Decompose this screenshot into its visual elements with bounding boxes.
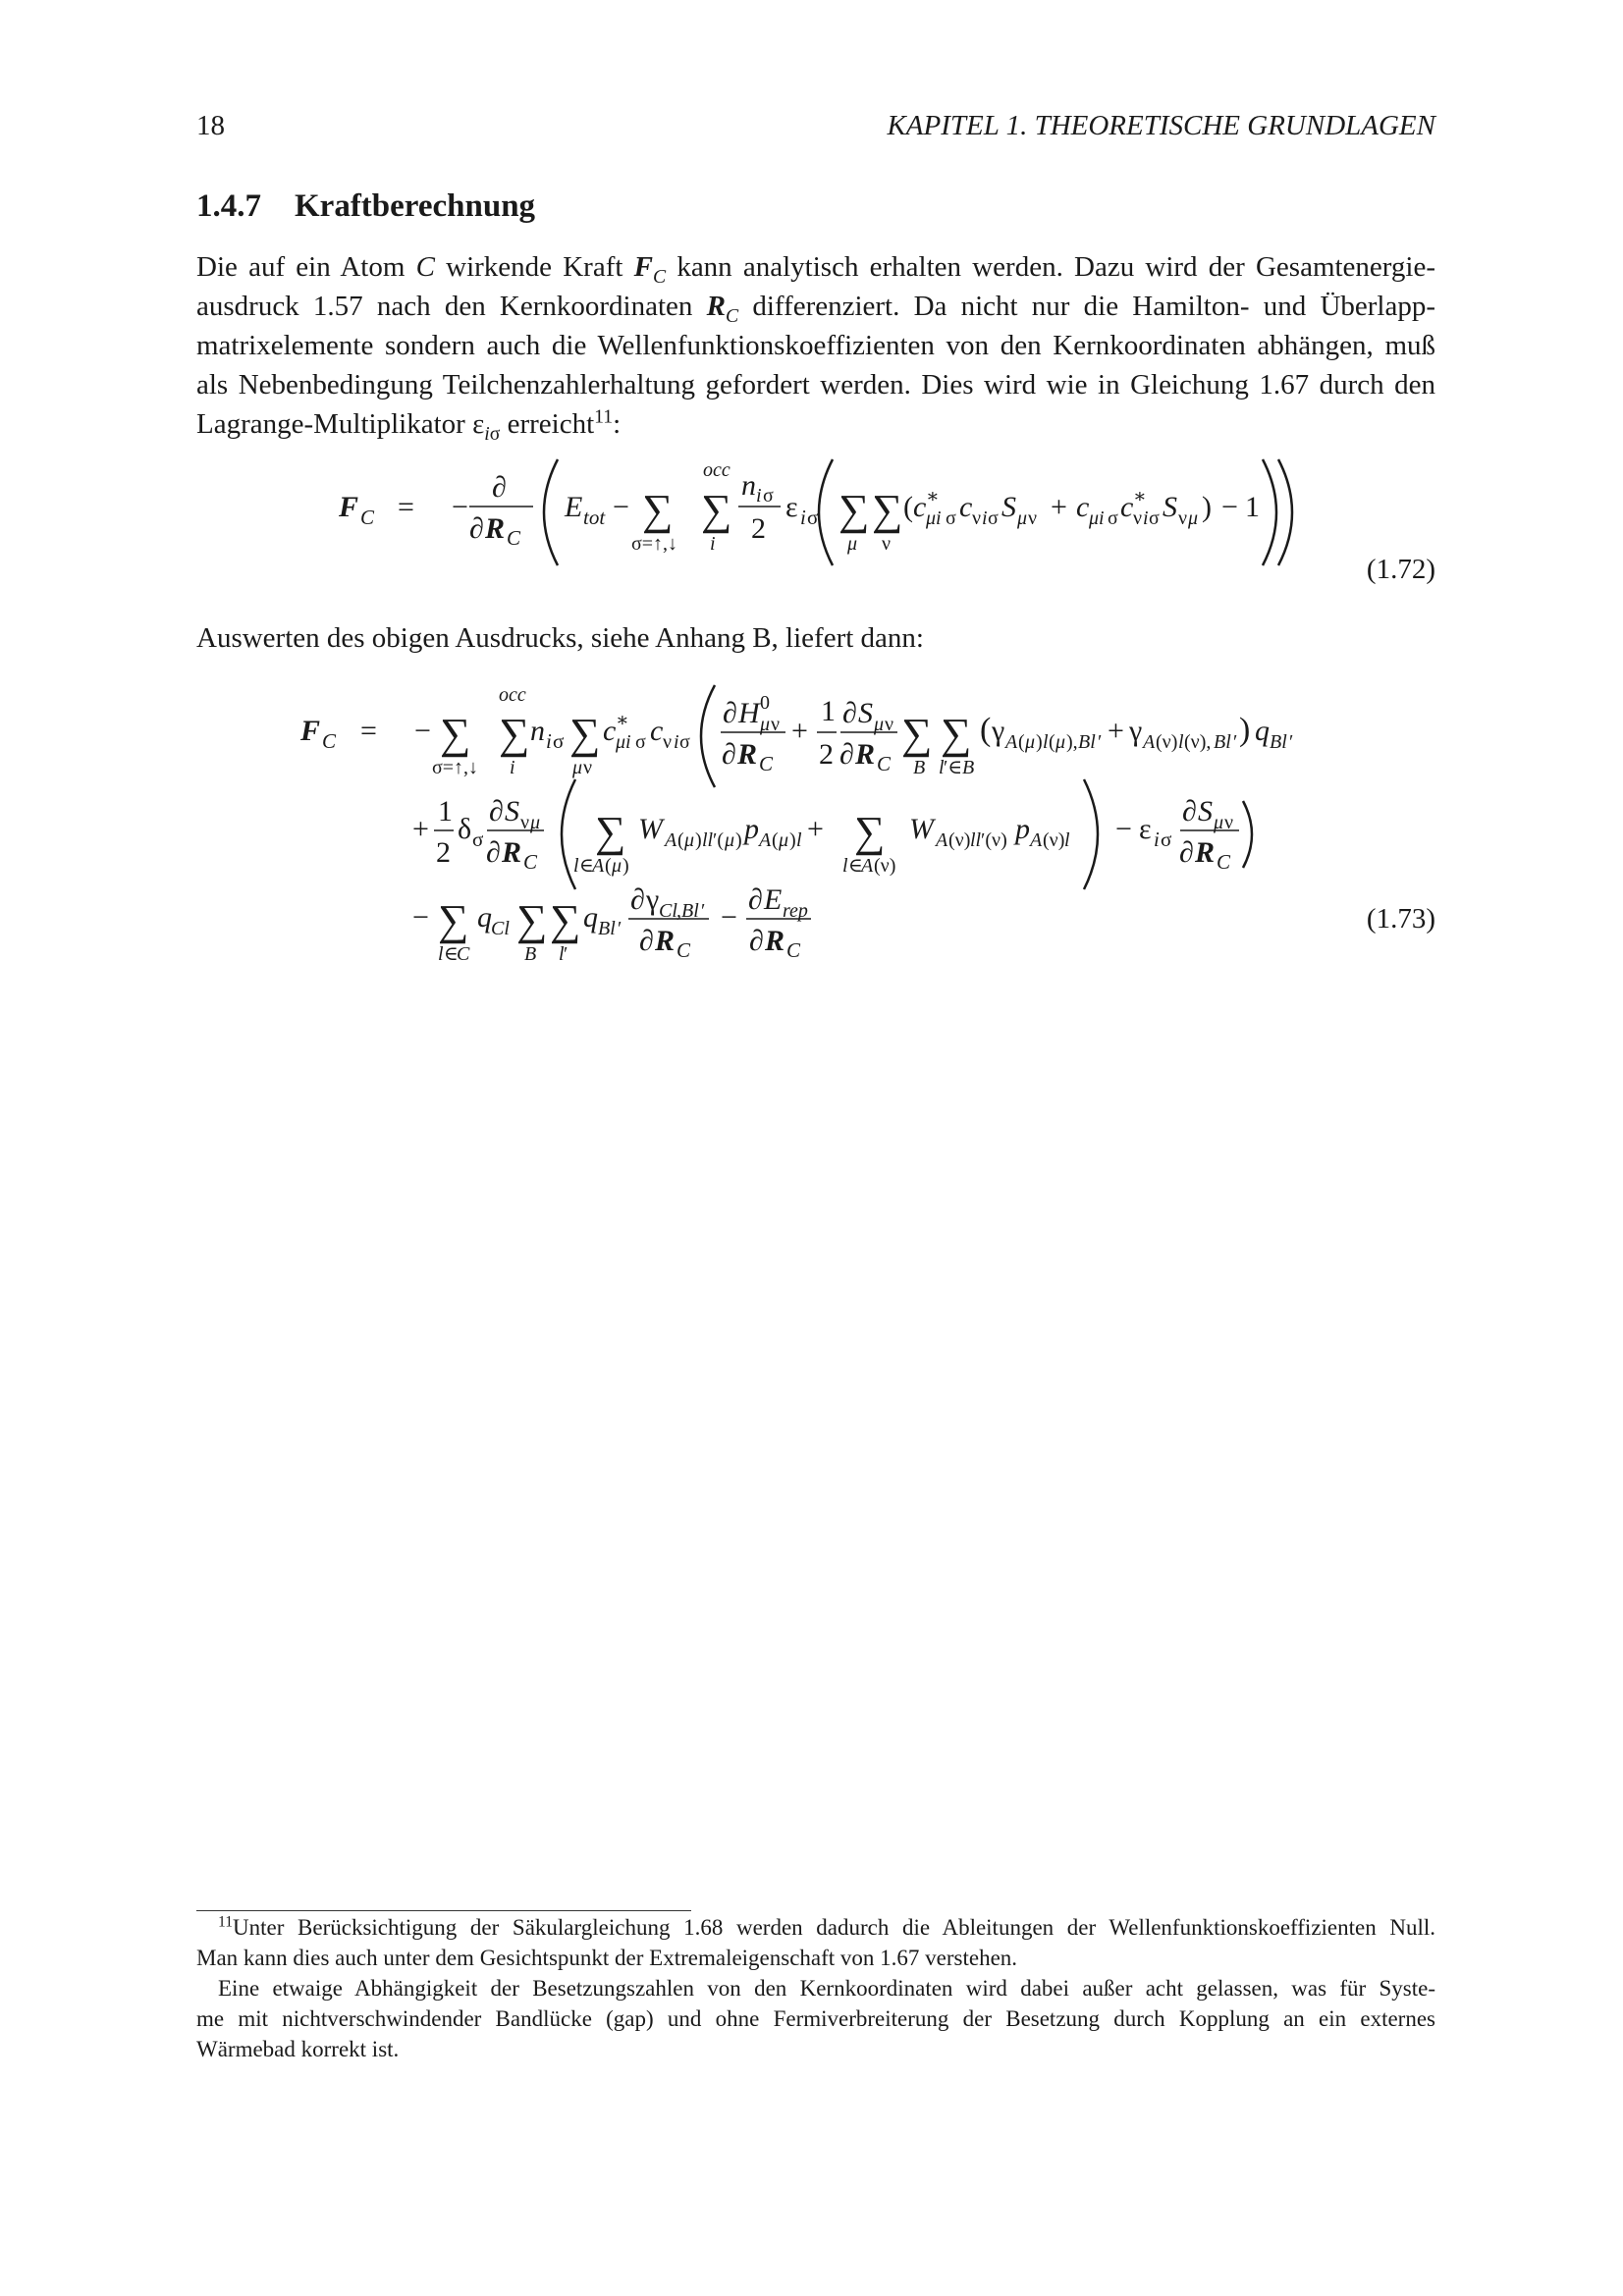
svg-text:): ): [622, 855, 629, 877]
svg-text:ν: ν: [663, 731, 673, 753]
svg-text:∂: ∂: [842, 697, 857, 729]
svg-text:∈: ∈: [444, 943, 459, 965]
svg-text:C: C: [457, 943, 470, 965]
svg-text:′∈: ′∈: [944, 757, 963, 778]
svg-text:′: ′: [1098, 731, 1103, 753]
svg-text:∑: ∑: [550, 896, 581, 944]
svg-text:μ: μ: [725, 829, 735, 851]
svg-text:(ν): (ν): [1156, 731, 1178, 753]
svg-text:σ=↑,↓: σ=↑,↓: [432, 757, 479, 778]
svg-text:σ: σ: [472, 828, 484, 851]
svg-text:∂: ∂: [630, 883, 645, 916]
svg-text:R: R: [737, 738, 758, 771]
svg-text:2: 2: [751, 512, 766, 545]
intro-paragraph: [196, 247, 1435, 444]
svg-text:F: F: [339, 491, 359, 523]
svg-text:+: +: [1108, 715, 1124, 747]
svg-text:σ: σ: [553, 729, 565, 753]
svg-text:ν: ν: [1133, 507, 1143, 529]
svg-text:ll: ll: [702, 829, 714, 851]
svg-text:): ): [1239, 712, 1251, 748]
svg-text:∂: ∂: [639, 925, 654, 957]
svg-text:l: l: [796, 829, 802, 851]
svg-text:i: i: [546, 729, 552, 753]
svg-text:C: C: [786, 938, 801, 962]
svg-text:l: l: [842, 855, 848, 877]
section-heading: [196, 188, 535, 225]
svg-text:−: −: [721, 901, 737, 934]
middle-paragraph: [196, 618, 1435, 658]
svg-text:E: E: [764, 883, 783, 916]
footnote-marker: 11: [594, 405, 614, 428]
svg-text:∈: ∈: [848, 855, 863, 877]
svg-text:γ: γ: [992, 715, 1005, 747]
svg-text:ε: ε: [1139, 813, 1152, 845]
svg-text:(: (: [677, 829, 684, 851]
svg-text:occ: occ: [703, 459, 730, 481]
svg-text:c: c: [959, 491, 973, 523]
svg-text:(ν): (ν): [948, 829, 971, 851]
svg-text:∑: ∑: [595, 808, 626, 856]
svg-text:ν: ν: [882, 533, 892, 555]
svg-text:W: W: [909, 813, 934, 845]
svg-text:∂: ∂: [492, 471, 507, 504]
svg-text:−: −: [613, 491, 629, 523]
svg-text:A: A: [665, 829, 677, 851]
svg-text:B: B: [962, 757, 975, 778]
svg-text:μ: μ: [612, 855, 622, 877]
svg-text:A: A: [1143, 731, 1156, 753]
svg-text:∈: ∈: [579, 855, 594, 877]
svg-text:c: c: [1120, 491, 1134, 523]
svg-text:μ: μ: [530, 812, 541, 833]
svg-text:q: q: [477, 901, 492, 934]
svg-text:σ: σ: [807, 506, 819, 529]
equation-number-1-72: (1.72): [1366, 554, 1435, 585]
svg-text:′: ′: [1289, 731, 1294, 753]
svg-text:∂: ∂: [489, 795, 504, 828]
svg-text:R: R: [765, 925, 785, 957]
svg-text:ν: ν: [520, 812, 530, 833]
footnote-rule: [196, 1910, 691, 1911]
svg-text:′(: ′(: [713, 829, 725, 851]
svg-text:i: i: [1154, 828, 1160, 851]
svg-text:∑: ∑: [516, 896, 548, 944]
svg-text:σ: σ: [763, 485, 774, 507]
svg-text:(: (: [772, 829, 779, 851]
svg-text:l: l: [1064, 829, 1070, 851]
svg-text:ν: ν: [885, 714, 894, 735]
svg-text:∑: ∑: [438, 896, 469, 944]
svg-text:p: p: [744, 813, 759, 845]
svg-text:−: −: [1115, 813, 1132, 845]
svg-text:): ): [1202, 491, 1212, 523]
svg-text:μ: μ: [1188, 507, 1199, 529]
svg-text:i: i: [756, 485, 762, 507]
svg-text:0: 0: [760, 692, 770, 714]
svg-text:μ: μ: [760, 714, 771, 735]
svg-text:σ: σ: [1161, 828, 1172, 851]
svg-text:rep: rep: [783, 900, 808, 922]
svg-text:tot: tot: [583, 506, 606, 529]
svg-text:μ: μ: [572, 757, 583, 778]
svg-text:′: ′: [1233, 731, 1238, 753]
svg-text:i: i: [800, 506, 806, 529]
svg-text:∂: ∂: [1179, 836, 1194, 869]
svg-text:μ: μ: [874, 714, 885, 735]
svg-text:i: i: [674, 731, 679, 753]
svg-text:R: R: [502, 836, 522, 869]
svg-text:μ: μ: [779, 829, 789, 851]
svg-text:c: c: [1076, 491, 1090, 523]
svg-text:C: C: [759, 752, 774, 775]
svg-text:σ: σ: [679, 731, 690, 753]
svg-text:μ: μ: [1214, 812, 1224, 833]
svg-text:∂: ∂: [723, 697, 737, 729]
footnote-line-4: me mit nichtverschwindender Bandlücke (gap) und ohne Fermiverbreiterung der Besetzung durch Kopplung an ein externes: [196, 2006, 1435, 2031]
svg-text:ν: ν: [771, 714, 781, 735]
svg-text:Cl: Cl: [659, 900, 677, 922]
svg-text:μ: μ: [1025, 731, 1036, 753]
svg-text:occ: occ: [499, 684, 526, 706]
svg-text:δ: δ: [458, 813, 472, 845]
svg-text:): ): [735, 829, 742, 851]
svg-text:′: ′: [618, 918, 622, 939]
svg-text:A: A: [759, 829, 772, 851]
svg-text:∗: ∗: [616, 710, 629, 731]
svg-text:(ν): (ν): [874, 855, 896, 877]
svg-text:B: B: [913, 757, 926, 778]
svg-text:∂: ∂: [722, 738, 736, 771]
svg-text:Bl: Bl: [681, 900, 699, 922]
svg-text:l: l: [1043, 731, 1049, 753]
svg-text:μi: μi: [616, 731, 631, 753]
svg-text:−: −: [1221, 491, 1238, 523]
svg-text:∑: ∑: [901, 710, 933, 758]
svg-text:ν: ν: [583, 757, 593, 778]
svg-text:Cl: Cl: [491, 918, 510, 939]
svg-text:2: 2: [436, 836, 451, 869]
svg-text:μ: μ: [847, 533, 858, 555]
running-title: KAPITEL 1. THEORETISCHE GRUNDLAGEN: [887, 110, 1435, 141]
page-header: [196, 110, 1435, 145]
svg-text:σ: σ: [1149, 507, 1160, 529]
svg-text:(: (: [1049, 731, 1055, 753]
svg-text:∑: ∑: [701, 486, 732, 534]
svg-text:q: q: [1255, 715, 1270, 747]
svg-text:2: 2: [819, 738, 834, 771]
svg-text:μ: μ: [684, 829, 695, 851]
svg-text:C: C: [322, 729, 337, 753]
svg-text:i: i: [982, 507, 988, 529]
svg-text:): ): [695, 829, 702, 851]
svg-text:′: ′: [701, 900, 706, 922]
svg-text:∂: ∂: [486, 836, 501, 869]
svg-text:μi: μi: [1089, 507, 1105, 529]
footnote-line-3: Eine etwaige Abhängigkeit der Besetzungszahlen von den Kernkoordinaten wird dabei außer acht gelassen, was für Syste-: [218, 1976, 1435, 2001]
svg-text:γ: γ: [1129, 715, 1143, 747]
svg-text:i: i: [510, 757, 515, 778]
footnote-line-1: $^{11}$Unter Berücksichtigung der Säkulargleichung 1.68 werden dadurch die Ableitungen der Wellenfunktionskoeffizienten Null.: [218, 1913, 1435, 1940]
svg-text:ν: ν: [1224, 812, 1234, 833]
svg-text:S: S: [1001, 491, 1016, 523]
svg-text:∂: ∂: [748, 883, 763, 916]
svg-text:): ): [1036, 731, 1043, 753]
svg-text:1: 1: [438, 795, 453, 828]
footnote-line-2: Man kann dies auch unter dem Gesichtspunkt der Extremaleigenschaft von 1.67 verstehen.: [196, 1946, 1018, 1970]
svg-text:Bl: Bl: [598, 918, 616, 939]
intro-line-1: Die auf ein Atom C wirkende Kraft $F_C$ kann analytisch erhalten werden. Dazu wird der Gesamtenergie-: [196, 251, 1436, 288]
svg-text:l: l: [438, 943, 444, 965]
svg-text:∑: ∑: [839, 486, 870, 534]
svg-text:σ: σ: [635, 731, 646, 753]
svg-text:∑: ∑: [872, 486, 903, 534]
svg-text:(: (: [605, 855, 612, 877]
svg-text:(: (: [980, 712, 992, 748]
svg-text:F: F: [300, 715, 321, 747]
svg-text:′: ′: [564, 943, 568, 965]
svg-text:+: +: [807, 813, 824, 845]
svg-text:−: −: [412, 901, 429, 934]
svg-text:C: C: [676, 938, 691, 962]
svg-text:C: C: [877, 752, 892, 775]
svg-text:1: 1: [1245, 491, 1260, 523]
svg-text:l: l: [939, 757, 945, 778]
svg-text:H: H: [738, 697, 760, 729]
svg-text:n: n: [530, 715, 545, 747]
svg-text:A: A: [861, 855, 874, 877]
svg-text:c: c: [603, 715, 617, 747]
svg-text:ll: ll: [970, 829, 982, 851]
svg-text:l: l: [573, 855, 579, 877]
svg-text:(: (: [1018, 731, 1025, 753]
svg-text:c: c: [913, 491, 927, 523]
svg-text:−: −: [452, 491, 468, 523]
svg-text:μ: μ: [1055, 731, 1066, 753]
svg-text:Bl: Bl: [1270, 731, 1287, 753]
section-number: 1.4.7: [196, 188, 261, 224]
svg-text:A: A: [592, 855, 605, 877]
svg-text:ν: ν: [1178, 507, 1188, 529]
intro-line-3: matrixelemente sondern auch die Wellenfunktionskoeffizienten von den Kernkoordinaten abhängen, muß: [196, 330, 1435, 361]
intro-line-5: Lagrange-Multiplikator $\varepsilon_{i\sigma}$ erreicht$^{11}$:: [196, 405, 622, 445]
svg-text:c: c: [650, 715, 664, 747]
intro-line-4: als Nebenbedingung Teilchenzahlerhaltung gefordert werden. Dies wird wie in Gleichung 1.67 durch den: [196, 369, 1435, 400]
svg-text:∑: ∑: [569, 710, 601, 758]
svg-text:γ: γ: [646, 883, 660, 916]
svg-text:ε: ε: [785, 491, 798, 523]
svg-text:′(ν): ′(ν): [981, 829, 1007, 851]
svg-text:+: +: [412, 813, 429, 845]
svg-text:μi: μi: [926, 507, 942, 529]
svg-text:(ν): (ν): [1043, 829, 1065, 851]
svg-text:R: R: [655, 925, 676, 957]
svg-text:S: S: [505, 795, 519, 828]
footnote: [196, 1912, 1435, 2064]
page-number: 18: [196, 110, 225, 141]
svg-text:C: C: [523, 850, 538, 874]
svg-text:Bl: Bl: [1078, 731, 1096, 753]
svg-text:S: S: [1163, 491, 1177, 523]
svg-text:+: +: [791, 715, 808, 747]
svg-text:,: ,: [676, 900, 681, 922]
svg-text:∑: ∑: [440, 710, 471, 758]
svg-text:∗: ∗: [1133, 486, 1147, 507]
svg-text:μ: μ: [1017, 507, 1028, 529]
svg-text:p: p: [1015, 813, 1030, 845]
svg-text:B: B: [524, 943, 537, 965]
svg-text:∂: ∂: [749, 925, 764, 957]
equation-number-1-73: (1.73): [1366, 903, 1435, 934]
svg-text:S: S: [1198, 795, 1213, 828]
svg-text:∑: ∑: [941, 710, 972, 758]
svg-text:E: E: [565, 491, 583, 523]
svg-text:l: l: [559, 943, 565, 965]
svg-text:∂: ∂: [469, 512, 484, 545]
svg-text:(ν),: (ν),: [1184, 731, 1212, 753]
svg-text:∗: ∗: [926, 486, 940, 507]
svg-text:1: 1: [821, 695, 836, 727]
svg-text:∂: ∂: [1182, 795, 1197, 828]
section-title: Kraftberechnung: [295, 188, 536, 224]
svg-text:σ: σ: [988, 507, 999, 529]
svg-text:=: =: [360, 715, 377, 747]
svg-text:n: n: [741, 469, 756, 502]
svg-text:C: C: [360, 506, 375, 529]
svg-text:R: R: [855, 738, 876, 771]
svg-text:C: C: [1217, 850, 1231, 874]
svg-text:W: W: [638, 813, 663, 845]
svg-text:+: +: [1051, 491, 1067, 523]
svg-text:R: R: [485, 512, 506, 545]
svg-text:),: ),: [1066, 731, 1078, 753]
svg-text:∂: ∂: [839, 738, 854, 771]
intro-line-2: ausdruck 1.57 nach den Kernkoordinaten $R_C$ differenziert. Da nicht nur die Hamilton- und Überlapp-: [196, 291, 1435, 327]
svg-text:R: R: [1195, 836, 1216, 869]
svg-text:l: l: [1178, 731, 1184, 753]
footnote-line-5: Wärmebad korrekt ist.: [196, 2037, 400, 2061]
svg-text:σ: σ: [946, 507, 956, 529]
svg-text:i: i: [710, 533, 716, 555]
svg-text:σ=↑,↓: σ=↑,↓: [631, 533, 678, 555]
svg-text:=: =: [398, 491, 414, 523]
svg-text:A: A: [1005, 731, 1018, 753]
svg-text:σ: σ: [1108, 507, 1118, 529]
svg-text:(: (: [903, 491, 913, 523]
svg-text:ν: ν: [1028, 507, 1038, 529]
svg-text:): ): [789, 829, 796, 851]
svg-text:−: −: [414, 715, 431, 747]
svg-text:∑: ∑: [642, 486, 674, 534]
svg-text:ν: ν: [972, 507, 982, 529]
footnote-number: 11: [218, 1913, 234, 1931]
svg-text:C: C: [507, 526, 521, 550]
middle-line: Auswerten des obigen Ausdrucks, siehe Anhang B, liefert dann:: [196, 622, 924, 654]
svg-text:A: A: [936, 829, 948, 851]
svg-text:∑: ∑: [499, 710, 530, 758]
svg-text:Bl: Bl: [1214, 731, 1231, 753]
svg-text:∑: ∑: [854, 808, 886, 856]
svg-text:A: A: [1030, 829, 1043, 851]
svg-text:q: q: [583, 901, 598, 934]
svg-text:i: i: [1143, 507, 1149, 529]
svg-text:S: S: [858, 697, 873, 729]
